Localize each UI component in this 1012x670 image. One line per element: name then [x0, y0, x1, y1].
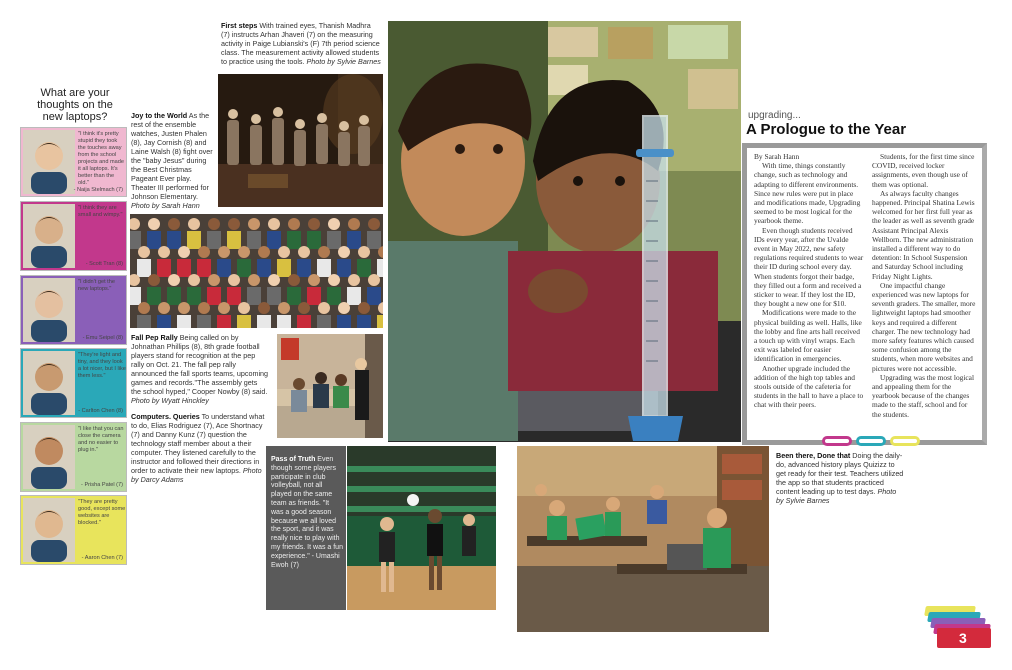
pep-rally-photo — [130, 214, 383, 328]
caption-credit: Photo by Sarah Hann — [131, 201, 200, 210]
article-column-1 — [754, 152, 864, 410]
quote-text: "I like that you can close the camera and no easier to plug in." — [78, 426, 124, 453]
student-portrait — [23, 130, 75, 194]
student-portrait — [23, 498, 75, 562]
quote-card — [20, 127, 127, 197]
article-kicker: upgrading... — [748, 110, 801, 121]
caption-joy — [131, 111, 213, 210]
classroom-scene — [517, 446, 769, 632]
article-col2-body — [872, 152, 976, 419]
quote-author: - Aaron Chen (7) — [81, 555, 123, 561]
caption-first-steps — [221, 21, 381, 66]
tech-staff-photo — [277, 334, 383, 438]
caption-body: Being called on by Johnathan Phillips (8), 8th grade football players stand for recognition at the pep rally on Oct. 21. The fall pep rally announced the fall sports teams, upcoming games and records."The assembly gets the school hyped," Cooper Nowby (8) said. — [131, 333, 269, 396]
caption-body: With trained eyes, Thanish Madhra (7) instructs Arhan Jhaveri (7) on the measuring activity in Paige Lubianski's (F) 7th period science class. The measurement activity allowed students to practice using the tools. — [221, 21, 380, 66]
quote-text: "I didn't get the new laptops." — [78, 279, 115, 292]
caption-body: As the rest of the ensemble watches, Justen Phalen (8), Jay Cornish (8) and Laine Walsh (8) fight over the "baby Jesus" during the Best Christmas Pageant Ever play. Theater III performed for Johnson Elementary. — [131, 111, 213, 201]
caption-title: Pass of Truth — [271, 456, 316, 463]
student-portrait — [23, 204, 75, 268]
hero-photo-measuring — [388, 21, 741, 442]
quote-text: "They're light and tiny, and they look a lot nicer, but I like them less." — [78, 352, 126, 379]
caption-computers — [131, 412, 269, 484]
article-paragraph: Modifications were made to the physical building as well. Halls, like the lobby and fine arts hall received a touch up with vinyl wraps. Each exit was labeled for easier identification in emergencies. — [754, 308, 862, 364]
quote-card — [20, 348, 127, 418]
article-paragraph: As always faculty changes happened. Principal Shatina Lewis welcomed for her first full year as the leader as well as seventh grade Assistant Principal Alexis Wellborn. The new administration installed a different way to do detention: In School Suspension and Saturday School including Friday Night Lights. — [872, 188, 975, 281]
quote-author: - Emu Seipel (8) — [82, 335, 123, 341]
article-paragraph: One impactful change experienced was new laptops for seventh graders. The smaller, more lightweight laptops had smoother keys and required a different charger. The new technology had more safety features which caused some confusion among the students, when more websites and pictures were not accessible. — [872, 280, 976, 373]
article-paragraph: Even though students received IDs every year, after the Uvalde event in May 2022, new safety regulations required students to wear their ID during school every day. When students forgot their badge, they filled out a form and received a sticker to wear. If they lost the ID, they bought a new one for $10. — [754, 225, 864, 309]
quote-text: "I think they are small and wimpy." — [78, 205, 123, 218]
crowd-scene — [130, 214, 383, 328]
volleyball-scene — [347, 446, 496, 610]
teal-pill-decoration — [856, 436, 886, 446]
caption-body: Doing the daily-do, advanced history plays Quizizz to get ready for their test. Teachers utilized the app so that students practiced content leading up to test days. — [776, 451, 904, 496]
caption-credit: Photo by Sylvie Barnes — [776, 487, 897, 505]
quote-author: - Naija Stelmach (7) — [73, 187, 123, 193]
quote-text: "I think it's pretty stupid they took the touches away from the school projects and made it all laptops. It's better than the old." — [78, 131, 125, 186]
quote-card — [20, 275, 127, 345]
quote-card — [20, 422, 127, 492]
article-paragraph: Students, for the first time since COVID, received locker assignments, even though use of them was optional. — [872, 152, 975, 189]
theater-photo — [218, 74, 383, 207]
quote-author: - Carlton Chen (8) — [78, 408, 123, 414]
caption-credit: - Umashi Ewoh (7) — [271, 552, 340, 569]
office-scene — [277, 334, 383, 438]
yellow-pill-decoration — [890, 436, 920, 446]
sidebar-title: What are your thoughts on the new laptops? — [37, 87, 113, 123]
article-col1-body — [754, 161, 864, 409]
classroom-laptops-photo — [517, 446, 769, 632]
caption-title: First steps — [221, 21, 258, 30]
page-tab-stack — [925, 606, 991, 650]
article-column-2 — [872, 152, 976, 419]
caption-been-there — [776, 451, 904, 505]
page-number: 3 — [959, 630, 967, 646]
page-number-tab — [937, 628, 991, 648]
caption-pep — [131, 333, 269, 405]
caption-title: Joy to the World — [131, 111, 188, 120]
caption-truth — [271, 456, 343, 570]
student-portrait — [23, 351, 75, 415]
student-portrait — [23, 278, 75, 342]
pink-pill-decoration — [822, 436, 852, 446]
hero-scene — [388, 21, 741, 442]
quote-card — [20, 495, 127, 565]
quote-card — [20, 201, 127, 271]
caption-body: To understand what to do, Elias Rodriguez (7), Ace Shortnacy (7) and Danny Kunz (7) question the technology staff member about a their computer. They listened carefully to the instructor and followed their directions in order to activate their new laptops. — [131, 412, 265, 475]
student-portrait — [23, 425, 75, 489]
article-paragraph: With time, things constantly change, such as technology and adapting to different environments. Since new rules were put in place and modifications made, Upgrading seemed to be most logical for the yearbook theme. — [754, 161, 861, 226]
article-headline: A Prologue to the Year — [746, 121, 907, 138]
quote-author: - Scott Tran (8) — [85, 261, 123, 267]
caption-title: Computers. Queries — [131, 412, 200, 421]
article-paragraph: Upgrading was the most logical and appealing them for the yearbook because of the changes made to the staff, school and for the students. — [872, 372, 975, 419]
caption-credit: Photo by Darcy Adams — [131, 466, 262, 484]
caption-title: Fall Pep Rally — [131, 333, 178, 342]
caption-body: Even though some players participate in club volleyball, not all played on the same team as friends. "It was a good season because we all loved the sport, and it was really nice to play with my friends. It was a fun experience." — [271, 456, 343, 560]
theater-scene — [218, 74, 383, 207]
volleyball-photo — [347, 446, 496, 610]
article-byline: By Sarah Hann — [754, 152, 800, 161]
quote-text: "They are pretty good, except some websites are blocked." — [78, 499, 126, 526]
caption-credit: Photo by Wyatt Hinckley — [131, 396, 209, 405]
article-paragraph: Another upgrade included the addition of the high top tables and stools outside of the cafeteria for students in the hall to have a place to chat with their peers. — [754, 363, 864, 410]
caption-title: Been there, Done that — [776, 451, 851, 460]
quote-author: - Prisha Patel (7) — [81, 482, 123, 488]
caption-credit: Photo by Sylvie Barnes — [306, 57, 381, 66]
